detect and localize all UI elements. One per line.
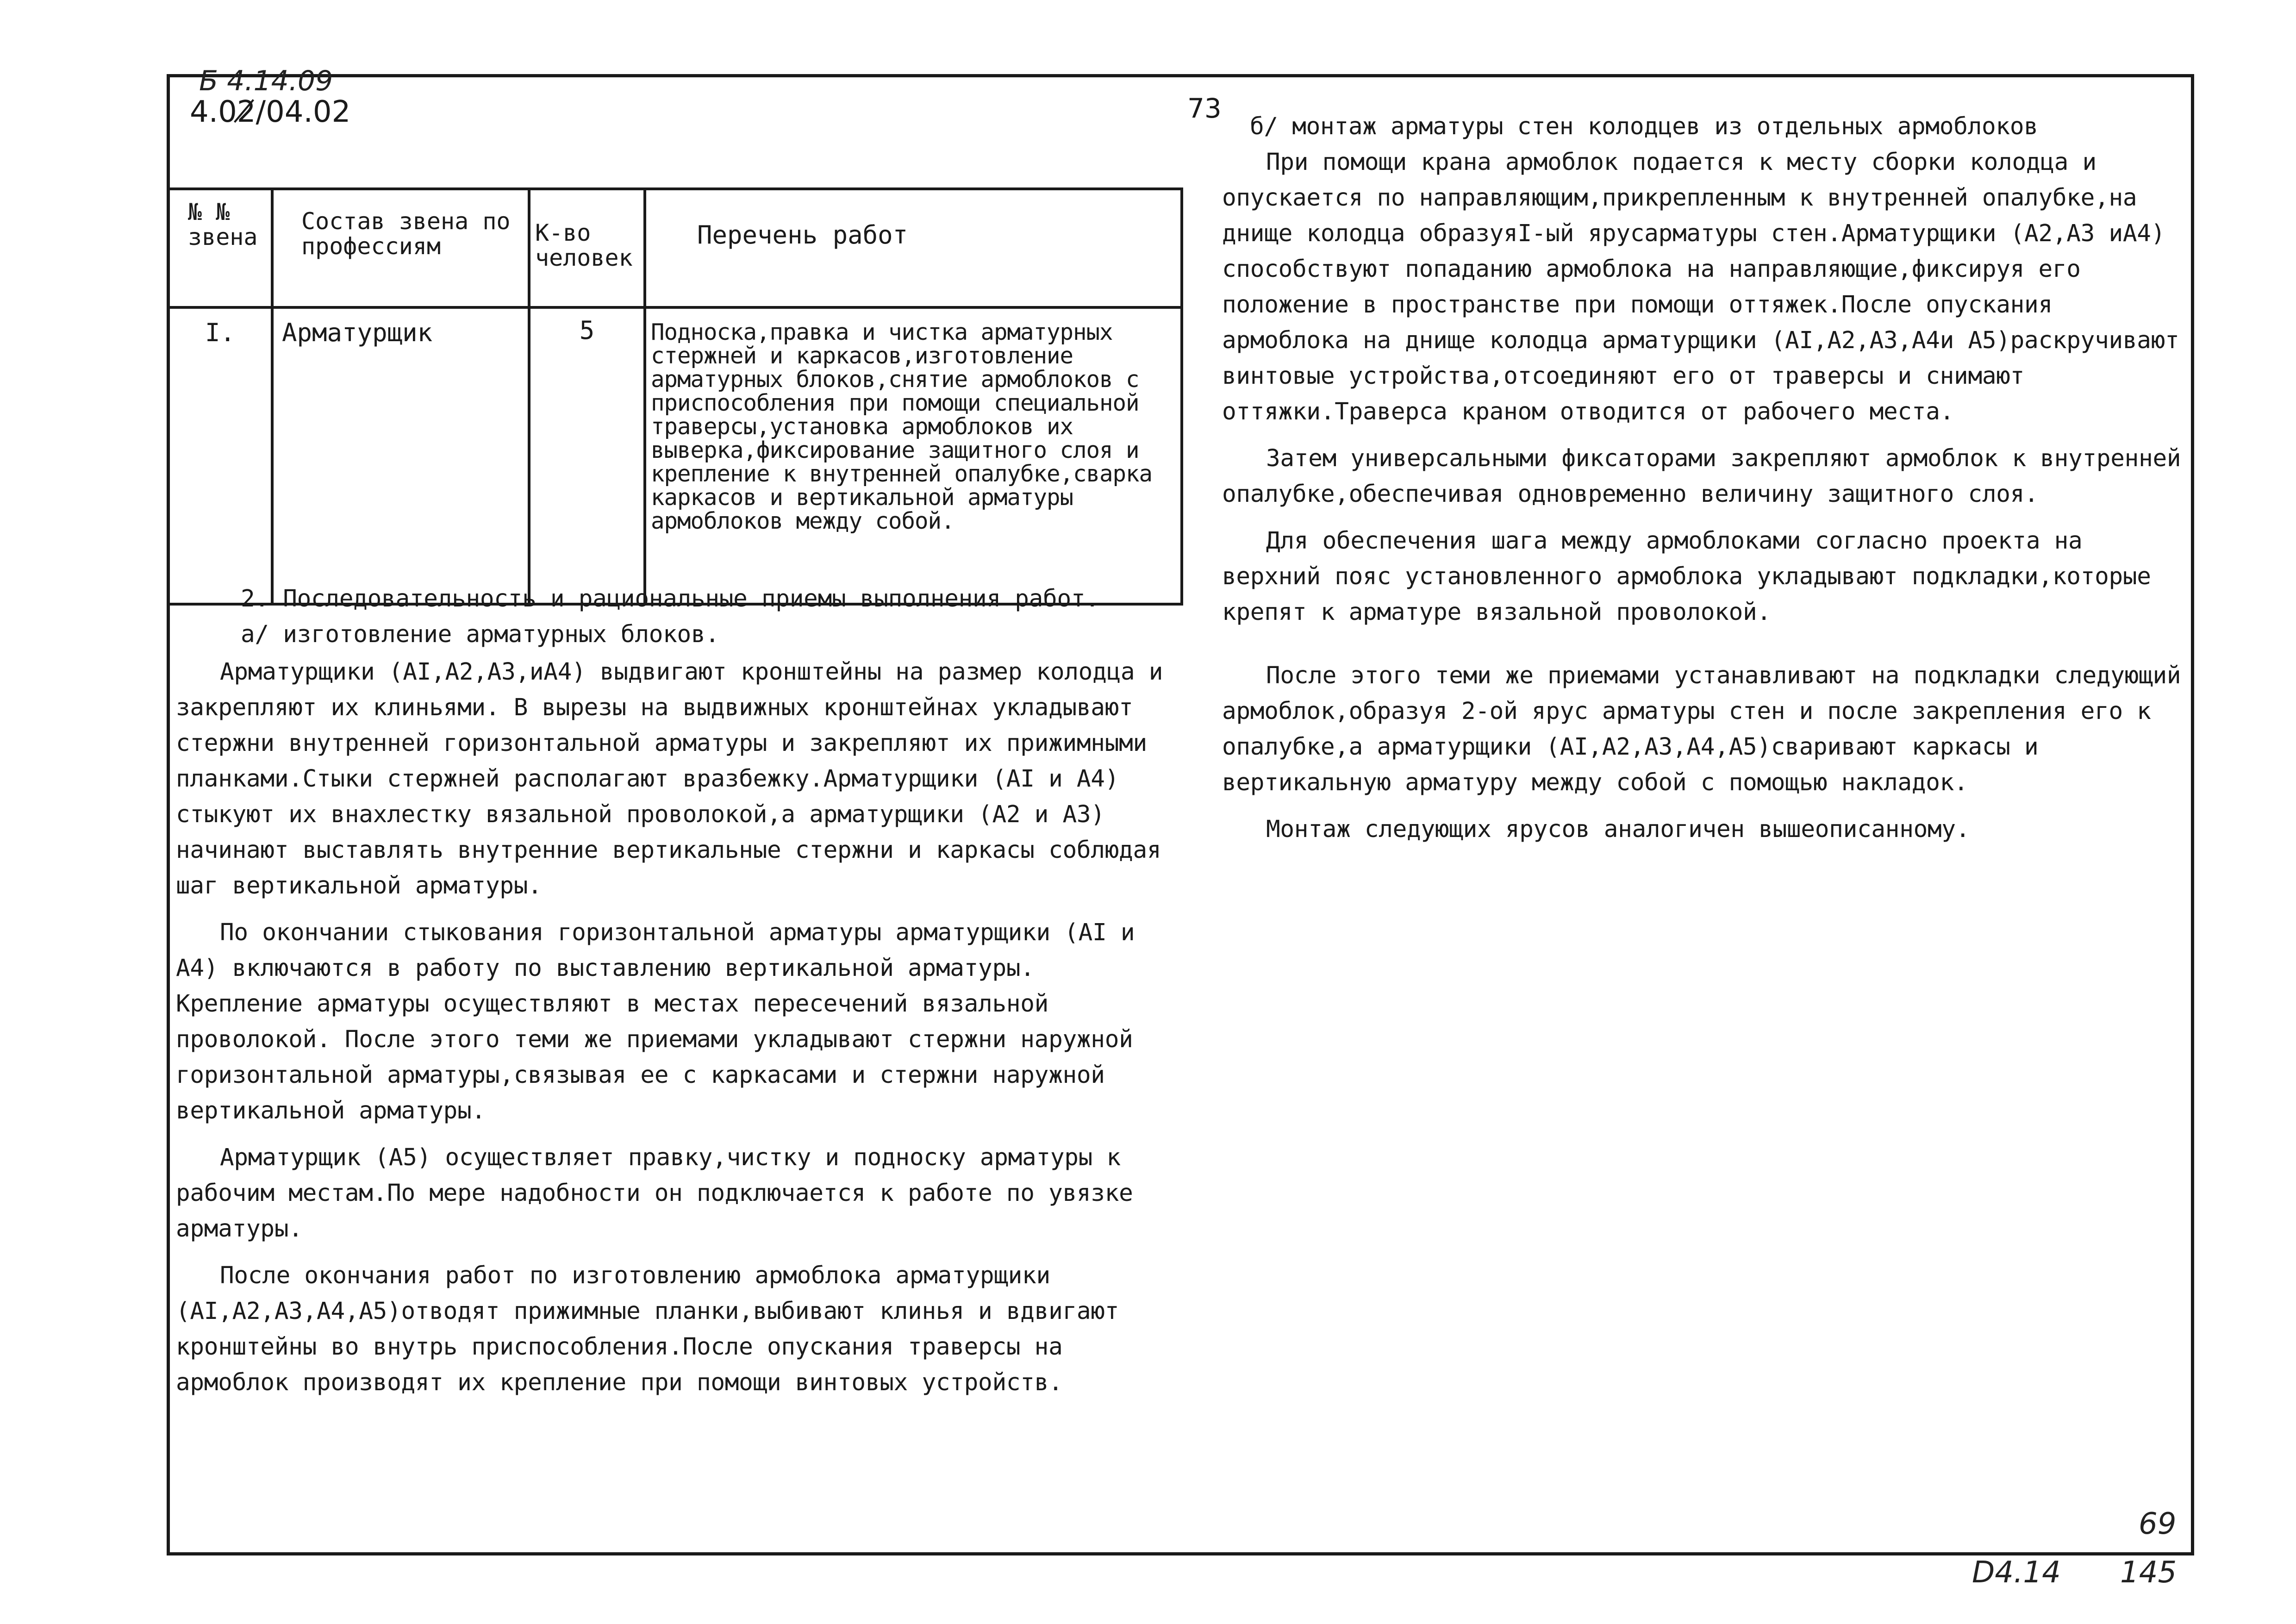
header-crew-number: № № звена: [168, 189, 272, 307]
paragraph: После этого теми же приемами устанавливают на подкладки следующий армоблок,образуя 2-ой ярус арматуры стен и после закрепления его к опалубке,а арматурщики (АI,А2,А3,А4,А5)сваривают каркасы и вертикальную арматуру между собой с помощью накладок.: [1222, 662, 2181, 796]
paragraph: Арматурщик (А5) осуществляет правку,чистку и подноску арматуры к рабочим местам.По мере надобности он подключается к работе по увязке арматуры.: [176, 1144, 1133, 1243]
header-people-count: К-во человек: [529, 189, 645, 307]
table-row: [168, 307, 1182, 604]
paragraph: Арматурщики (АI,А2,А3,иА4) выдвигают кронштейны на размер колодца и закрепляют их клиньями. В вырезы на выдвижных кронштейнах укладывают стержни внутренней горизонтальной арматуры и закрепляют их прижимными планками.Стыки стержней располагают вразбежку.Арматурщики (АI и А4) стыкуют их внахлестку вязальной проволокой,а арматурщики (А2 и А3) начинают выставлять внутренние вертикальные стержни и каркасы соблюдая шаг вертикальной арматуры.: [176, 658, 1163, 899]
subsection-b-title: б/ монтаж арматуры стен колодцев из отдельных армоблоков: [1250, 113, 2038, 140]
paragraph: Затем универсальными фиксаторами закрепляют армоблок к внутренней опалубке,обеспечивая одновременно величину защитного слоя.: [1222, 445, 2181, 508]
cell-crew-number: I.: [168, 307, 272, 604]
cell-work-list: Подноска,правка и чистка арматурных стержней и каркасов,изготовление арматурных блоков,снятие армоблоков с приспособления при помощи специальной траверсы,установка армоблоков их выверка,фиксирование защитного слоя и крепление к внутренней опалубке,сварка каркасов и вертикальной арматуры армоблоков между собой.: [645, 307, 1182, 604]
crew-table: [167, 187, 1183, 606]
header-crew-composition: Состав звена по профессиям: [272, 189, 529, 307]
cell-people-count: 5: [529, 307, 645, 604]
paragraph: Для обеспечения шага между армоблоками согласно проекта на верхний пояс установленного армоблока укладывают подкладки,которые крепят к арматуре вязальной проволокой.: [1222, 527, 2151, 626]
paragraph: Монтаж следующих ярусов аналогичен вышеописанному.: [1266, 816, 1970, 843]
section-title: 2. Последовательность и рациональные приемы выполнения работ.: [241, 585, 1099, 612]
table-header-row: [168, 189, 1182, 307]
page-number: 73: [1187, 93, 1222, 124]
left-text-column: [176, 581, 1171, 1412]
paragraph: После окончания работ по изготовлению армоблока арматурщики (АI,А2,А3,А4,А5)отводят прижимные планки,выбивают клинья и вдвигают кронштейны во внутрь приспособления.После опускания траверсы на армоблок производят их крепление при помощи винтовых устройств.: [176, 1262, 1119, 1396]
header-work-list: Перечень работ: [645, 189, 1182, 307]
sheet-number: 69: [2139, 1507, 2177, 1541]
right-text-column: [1222, 109, 2185, 858]
paragraph: По окончании стыкования горизонтальной арматуры арматурщики (АI и А4) включаются в работу по выставлению вертикальной арматуры. Крепление арматуры осуществляют в местах пересечений вязальной проволокой. После этого теми же приемами укладывают стержни наружной горизонтальной арматуры,связывая ее с каркасами и стержни наружной вертикальной арматуры.: [176, 919, 1135, 1124]
handwritten-doc-code: Б 4.14.09: [199, 65, 333, 97]
document-reference-page: 145: [2120, 1555, 2177, 1590]
doc-code: 4.02̸/04.02: [190, 95, 351, 129]
paragraph: При помощи крана армоблок подается к месту сборки колодца и опускается по направляющим,прикрепленным к внутренней опалубке,на днище колодца образуяI-ый ярусарматуры стен.Арматурщики (А2,А3 иА4) способствуют попаданию армоблока на направляющие,фиксируя его положение в пространстве при помощи оттяжек.После опускания армоблока на днище колодца арматурщики (АI,А2,А3,А4и А5)раскручивают винтовые устройства,отсоединяют его от траверсы и снимают оттяжки.Траверса краном отводится от рабочего места.: [1222, 149, 2179, 425]
subsection-a-title: а/ изготовление арматурных блоков.: [241, 621, 719, 648]
cell-profession: Арматурщик: [272, 307, 529, 604]
document-reference: D4.14: [1972, 1555, 2061, 1590]
